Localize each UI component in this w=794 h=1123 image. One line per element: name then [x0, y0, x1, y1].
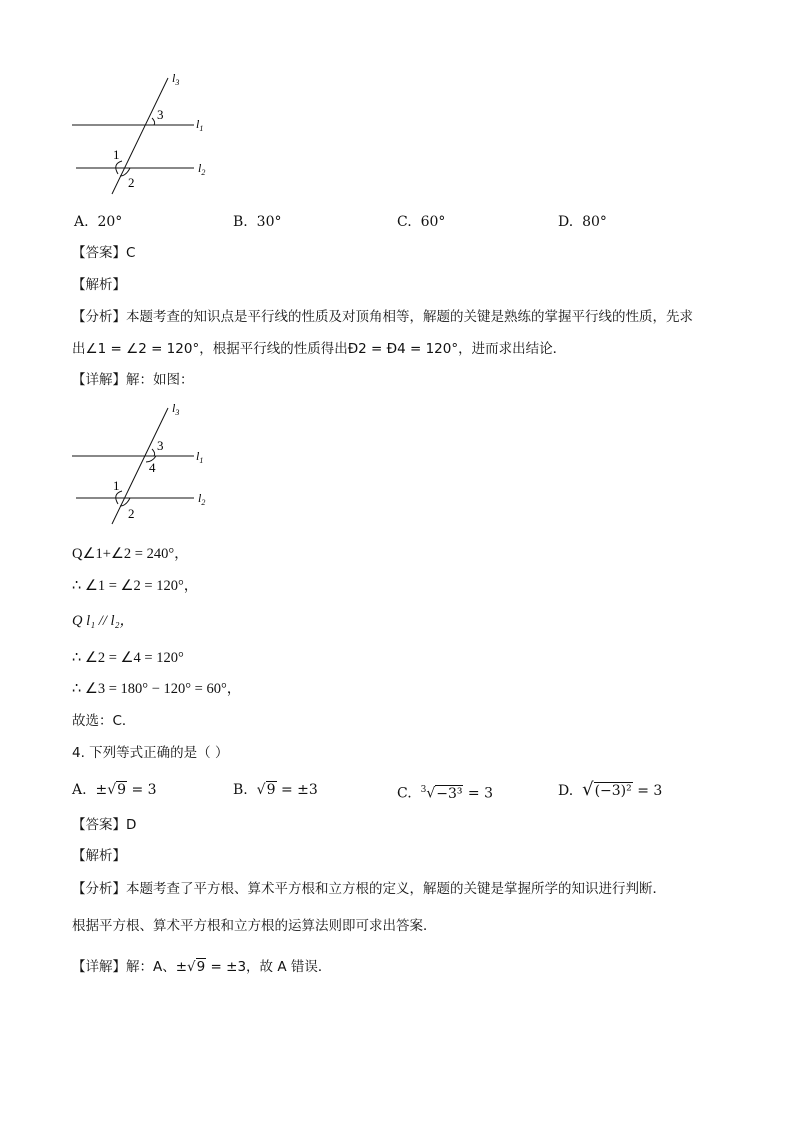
- label-l1: $l_1$: [196, 117, 204, 133]
- q3-detail: [72, 371, 194, 389]
- fenxi-text: 本题考查了平方根、算术平方根和立方根的定义，解题的关键是掌握所学的知识进行判断．: [126, 881, 666, 897]
- option-result: = ±3: [276, 782, 318, 798]
- q3-option-a[interactable]: [74, 213, 122, 231]
- angle-3-arc: [152, 118, 155, 125]
- q4-answer: [72, 816, 136, 834]
- option-letter: D.: [558, 783, 574, 799]
- line-l3: [112, 78, 168, 194]
- option-result: = 3: [632, 783, 663, 799]
- fenxi-text: 本题考查的知识点是平行线的性质及对顶角相等，解题的关键是熟练的掌握平行线的性质，先求: [126, 309, 693, 325]
- q3-option-c[interactable]: [397, 213, 445, 231]
- option-radicand: (−3)²: [594, 783, 632, 799]
- label-angle-2: 2: [128, 506, 135, 521]
- label-angle-1: 1: [113, 478, 120, 493]
- label-angle-2: 2: [128, 175, 135, 190]
- label-l1: $l_1$: [196, 449, 204, 465]
- fenxi-tag: 【分析】: [72, 881, 126, 897]
- q3-step-5: ∴ ∠3 = 180° − 120° = 60°，: [72, 681, 242, 697]
- option-result: = 3: [463, 785, 494, 802]
- q3-option-d[interactable]: [558, 213, 607, 231]
- label-angle-1: 1: [113, 147, 120, 162]
- q4-stem: 4. 下列等式正确的是（ ）: [72, 745, 229, 761]
- option-value: 80°: [582, 214, 607, 230]
- option-letter: C.: [397, 214, 412, 230]
- answer-tag: 【答案】: [72, 817, 126, 833]
- detail-text-a: 解：A、±: [126, 959, 188, 975]
- detail-tag: 【详解】: [72, 959, 126, 975]
- q3-choose: 故选：C．: [72, 713, 136, 729]
- option-letter: A.: [74, 214, 89, 230]
- option-radicand: 9: [117, 782, 127, 798]
- q4-fenxi-line1: [72, 880, 666, 898]
- option-letter: B.: [233, 782, 248, 798]
- q3-answer: [72, 244, 135, 262]
- sqrt-sign-icon: √: [256, 782, 266, 798]
- sqrt-sign-icon: √: [582, 779, 594, 800]
- cube-root-sign-icon: √: [426, 785, 436, 802]
- sqrt-sign-icon: √: [187, 959, 196, 975]
- answer-value: D: [126, 817, 137, 833]
- label-l2: $l_2$: [198, 491, 206, 507]
- option-letter: C.: [397, 785, 412, 802]
- sqrt-sign-icon: √: [107, 782, 117, 798]
- angle-3-arc: [152, 449, 155, 456]
- q4-fenxi-line2: 根据平方根、算术平方根和立方根的运算法则即可求出答案．: [72, 918, 437, 934]
- q3-fenxi-line2: 出∠1 = ∠2 = 120°，根据平行线的性质得出Ð2 = Ð4 = 120°，进而求出结论．: [72, 341, 567, 357]
- option-result: = 3: [127, 782, 157, 798]
- q4-detail: [72, 958, 331, 976]
- label-angle-3: 3: [157, 107, 164, 122]
- detail-radicand: 9: [196, 959, 206, 975]
- q4-option-d[interactable]: [558, 781, 662, 800]
- label-l3: $l_3$: [172, 71, 180, 87]
- q4-option-a[interactable]: [72, 781, 157, 799]
- detail-tag: 【详解】: [72, 372, 126, 388]
- label-angle-4: 4: [149, 460, 156, 475]
- q3-analysis-tag: 【解析】: [72, 277, 126, 293]
- q3-step-2: ∴ ∠1 = ∠2 = 120°，: [72, 578, 199, 594]
- q4-analysis-tag: 【解析】: [72, 848, 126, 864]
- detail-intro: 解：如图：: [126, 372, 194, 388]
- q3-step-4: ∴ ∠2 = ∠4 = 120°: [72, 650, 184, 666]
- option-radicand: 9: [266, 782, 276, 798]
- option-letter: A.: [72, 782, 87, 798]
- root-index: 3: [420, 785, 427, 795]
- q3-fenxi-line1: [72, 308, 693, 326]
- label-angle-3: 3: [157, 438, 164, 453]
- label-l2: $l_2$: [198, 161, 206, 177]
- parallel-lines-figure-1: [60, 70, 230, 200]
- q4-option-b[interactable]: [233, 781, 318, 799]
- q4-option-c[interactable]: [397, 781, 493, 803]
- answer-tag: 【答案】: [72, 245, 126, 261]
- label-l3: $l_3$: [172, 401, 180, 417]
- fenxi-tag: 【分析】: [72, 309, 126, 325]
- line-l3: [112, 408, 168, 524]
- option-value: 60°: [420, 214, 446, 230]
- parallel-lines-figure-2: [60, 400, 230, 530]
- option-value: 20°: [97, 214, 123, 230]
- q3-step-3: Q l₁ // l₂，: [72, 613, 135, 629]
- answer-value: C: [126, 245, 136, 261]
- q3-option-b[interactable]: [233, 213, 281, 231]
- option-radicand: −3³: [436, 785, 463, 802]
- option-letter: D.: [558, 214, 574, 230]
- option-value: 30°: [256, 214, 282, 230]
- option-prefix: ±: [95, 782, 108, 798]
- option-letter: B.: [233, 214, 248, 230]
- q3-step-1: Q∠1+∠2 = 240°，: [72, 546, 189, 562]
- detail-text-b: = ±3，故 A 错误．: [206, 959, 332, 975]
